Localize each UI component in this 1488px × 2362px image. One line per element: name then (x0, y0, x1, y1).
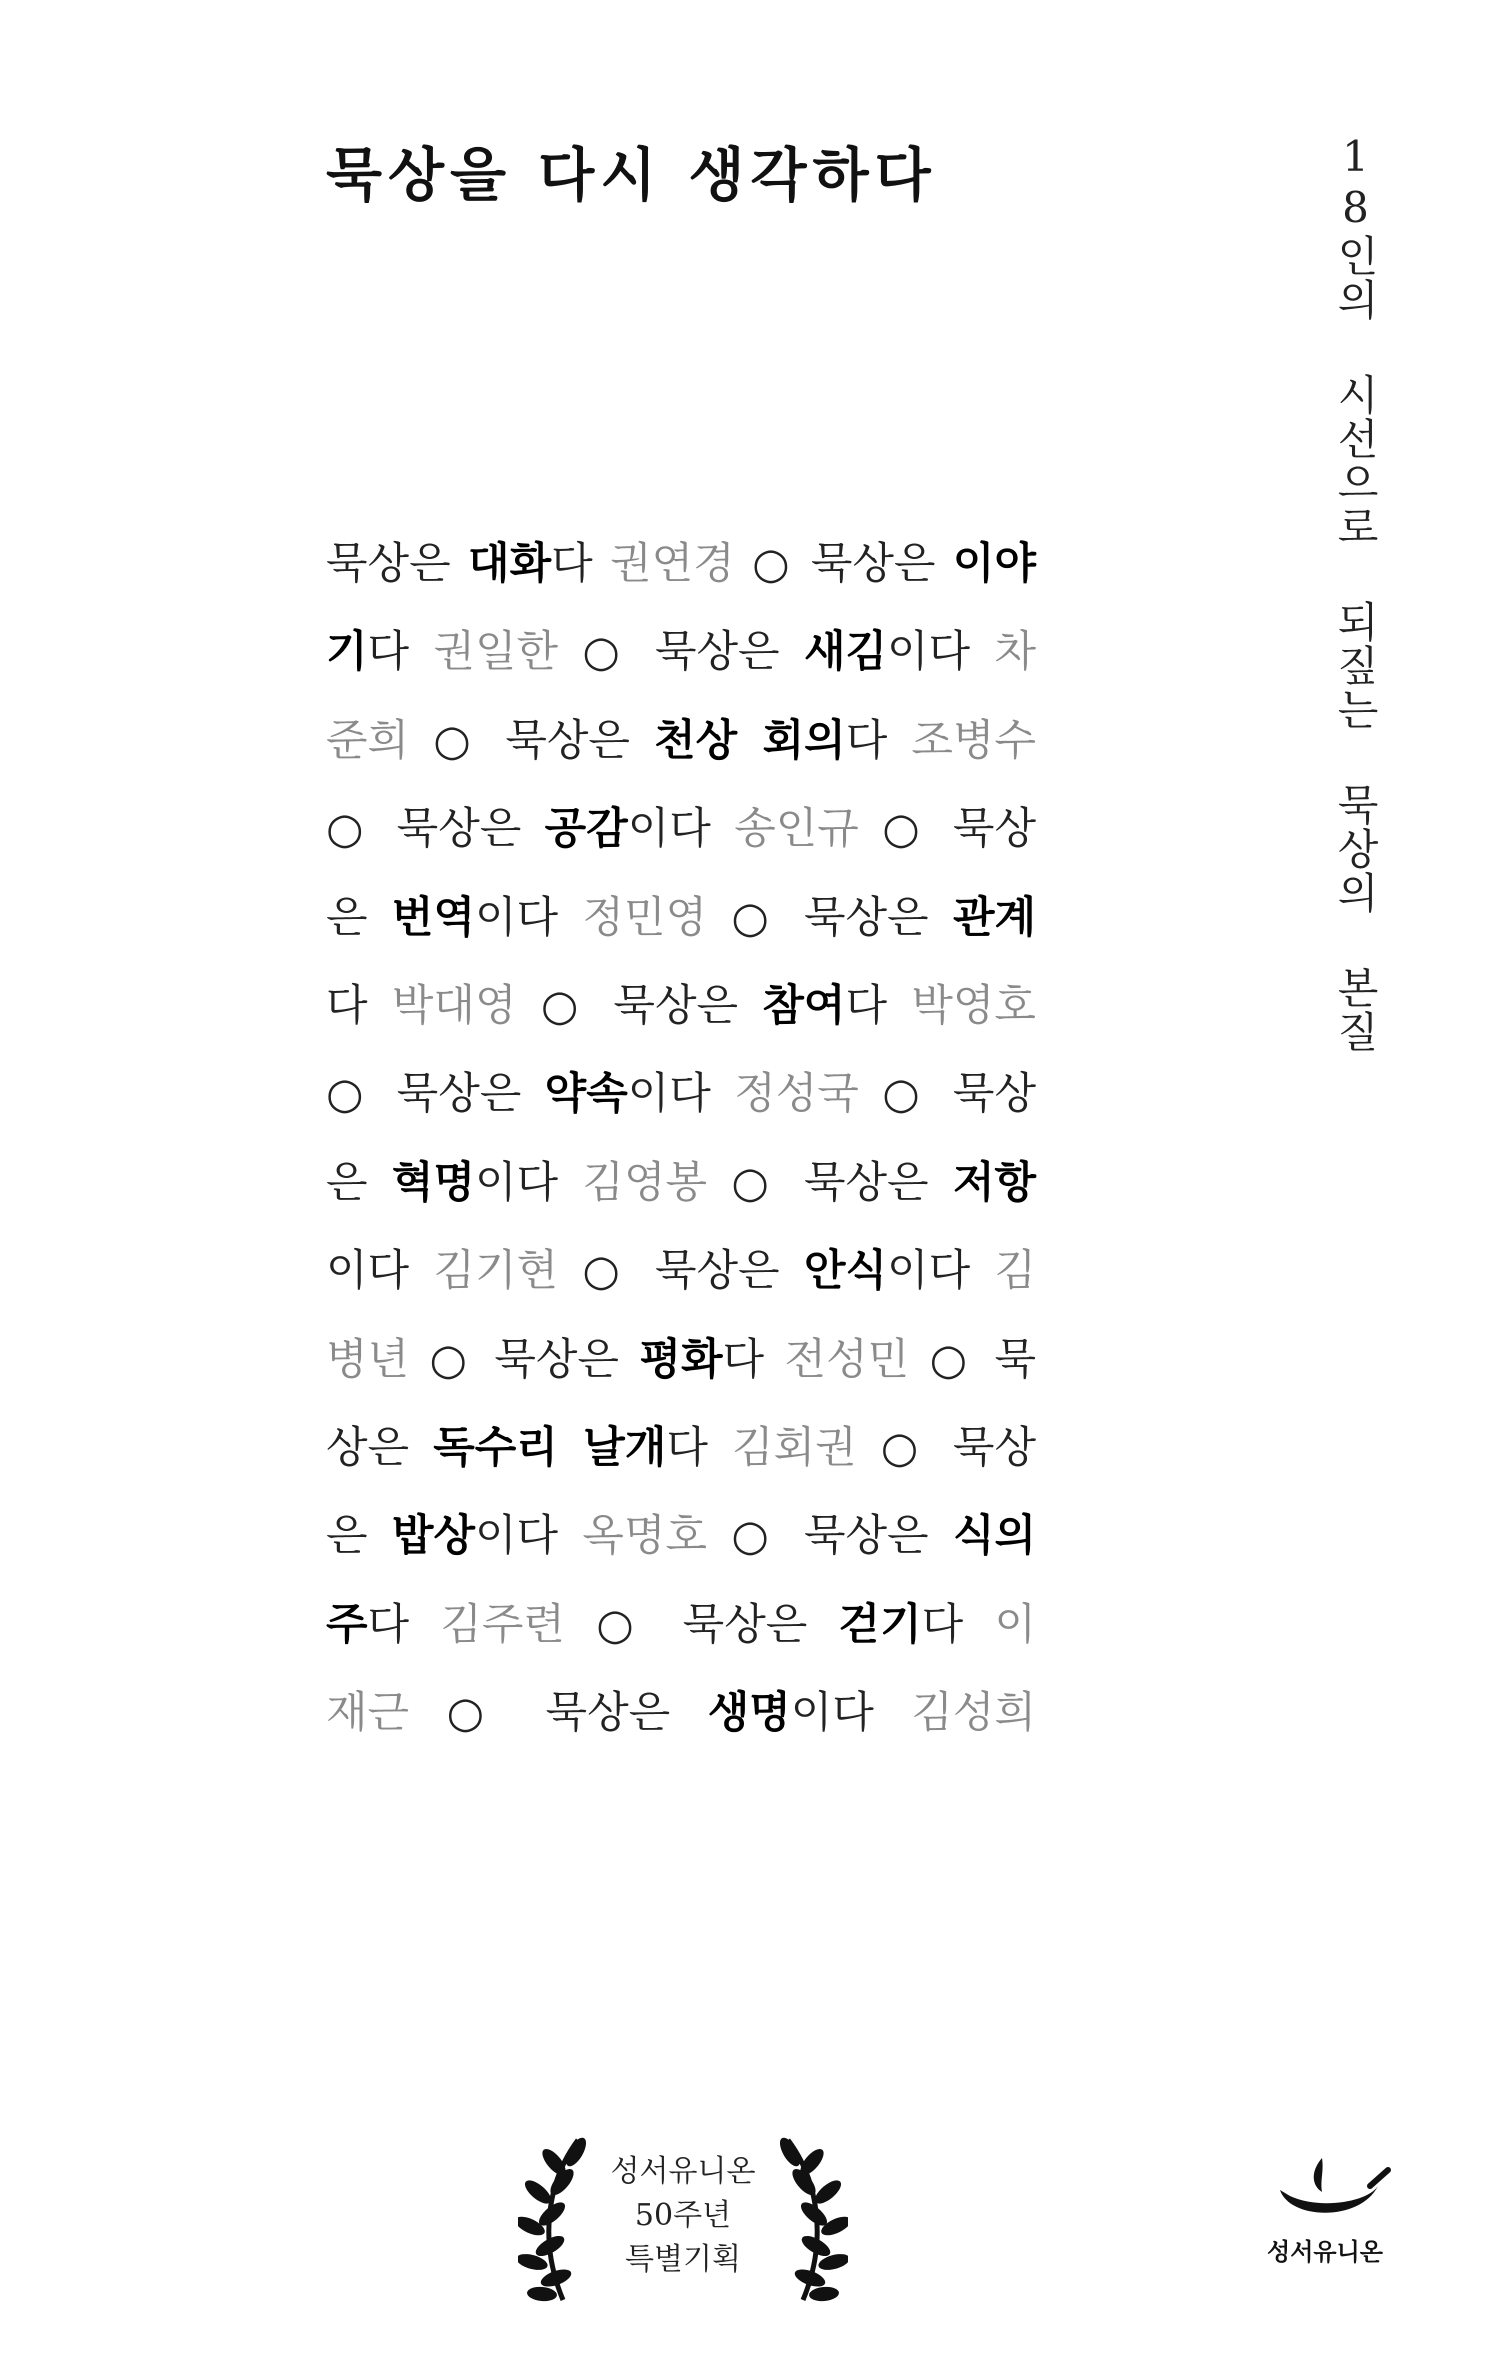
body-segment: 다 (666, 1423, 733, 1474)
body-segment: ○ 묵상은 (409, 1334, 640, 1385)
body-segment: 은 (326, 1511, 392, 1562)
body-segment: ○ 묵상은 (707, 892, 953, 943)
body-segment: 상은 (326, 1423, 434, 1474)
author-name: 김성희 (911, 1688, 1037, 1739)
body-segment: ○ 묵상은 (707, 1511, 953, 1562)
body-text-block (326, 520, 1036, 1758)
body-segment: 다 (367, 627, 434, 678)
author-name: 준희 (326, 715, 410, 766)
body-segment: 이다 (326, 1246, 434, 1297)
author-name: 옥명호 (582, 1511, 708, 1562)
body-segment: 이다 (887, 1246, 995, 1297)
body-segment: 이다 (790, 1688, 912, 1739)
author-name: 전성민 (784, 1334, 910, 1385)
lamp-icon (1250, 2150, 1400, 2230)
highlight-word: 참여 (762, 981, 846, 1032)
body-line (326, 1492, 1036, 1580)
body-line (326, 1316, 1036, 1404)
highlight-word: 기 (326, 627, 368, 678)
body-segment: ○ 묵상 (858, 804, 1036, 855)
body-segment: ○ 묵상은 (564, 1599, 839, 1650)
body-line (326, 1581, 1036, 1669)
body-line (326, 962, 1036, 1050)
body-segment: 이다 (627, 1069, 735, 1120)
body-line (326, 1139, 1036, 1227)
body-segment: 다 (722, 1334, 785, 1385)
author-name: 병년 (326, 1334, 410, 1385)
publisher-logo (1250, 2150, 1400, 2270)
body-segment: ○ 묵상은 (326, 804, 545, 855)
author-name: 정민영 (582, 892, 708, 943)
publisher-name: 성서유니온 (1267, 2238, 1383, 2266)
body-segment: 다 (326, 981, 392, 1032)
body-segment: 다 (551, 539, 611, 589)
body-segment: 이다 (474, 1157, 583, 1208)
highlight-word: 생명 (707, 1688, 791, 1739)
badge-line-1: 성서유니온 (610, 2154, 756, 2189)
book-subtitle: 18인의 시선으로 되짚는 묵상의 본질 (1331, 132, 1380, 1054)
highlight-word: 새김 (803, 627, 888, 678)
body-segment: ○ 묵상은 (558, 627, 804, 678)
anniversary-badge (518, 2130, 848, 2310)
highlight-word: 약속 (544, 1069, 628, 1120)
author-name: 이 (994, 1599, 1036, 1650)
body-segment: ○ 묵상은 (707, 1157, 953, 1208)
body-segment: ○ 묵상 (856, 1423, 1037, 1474)
body-line (326, 1227, 1036, 1315)
highlight-word: 공감 (544, 804, 628, 855)
author-name: 김회권 (732, 1423, 857, 1474)
highlight-word: 주 (326, 1599, 368, 1650)
body-line (326, 1669, 1036, 1757)
author-name: 정성국 (734, 1069, 859, 1120)
body-segment: ○ 묵 (909, 1334, 1036, 1385)
body-segment: 이다 (474, 1511, 583, 1562)
body-line (326, 520, 1036, 608)
highlight-word: 저항 (952, 1157, 1037, 1208)
highlight-word: 밥상 (391, 1511, 475, 1562)
body-segment: 이다 (887, 627, 995, 678)
body-segment: 이다 (627, 804, 735, 855)
author-name: 김 (994, 1246, 1037, 1297)
highlight-word: 독수리 날개 (433, 1423, 667, 1474)
body-line (326, 1404, 1036, 1492)
highlight-word: 이야 (952, 539, 1036, 589)
author-name: 차 (994, 627, 1036, 678)
body-line (326, 697, 1036, 785)
body-line (326, 785, 1036, 873)
body-segment: 다 (367, 1599, 441, 1650)
author-name: 권일한 (433, 627, 559, 678)
laurel-right-icon (768, 2130, 848, 2310)
body-segment: 이다 (474, 892, 583, 943)
body-line (326, 608, 1036, 696)
body-segment: ○ 묵상은 (734, 539, 953, 589)
highlight-word: 번역 (391, 892, 475, 943)
highlight-word: 걷기 (838, 1599, 922, 1650)
highlight-word: 안식 (803, 1246, 888, 1297)
body-segment: ○ 묵상은 (409, 1688, 708, 1739)
highlight-word: 대화 (468, 539, 552, 589)
body-line (326, 874, 1036, 962)
author-name: 박대영 (391, 981, 517, 1032)
body-segment: 묵상은 (326, 539, 469, 589)
body-segment: ○ 묵상은 (516, 981, 763, 1032)
author-name: 조병수 (911, 715, 1036, 766)
highlight-word: 식의 (952, 1511, 1037, 1562)
laurel-left-icon (518, 2130, 598, 2310)
body-segment: ○ 묵상은 (409, 715, 655, 766)
body-segment: 은 (326, 1157, 392, 1208)
badge-line-3: 특별기획 (625, 2242, 741, 2277)
body-segment: ○ 묵상 (858, 1069, 1036, 1120)
body-segment: ○ 묵상은 (326, 1069, 545, 1120)
author-name: 재근 (326, 1688, 410, 1739)
author-name: 김기현 (433, 1246, 559, 1297)
body-segment: 은 (326, 892, 392, 943)
author-name: 김주련 (440, 1599, 565, 1650)
highlight-word: 평화 (639, 1334, 723, 1385)
author-name: 권연경 (610, 539, 735, 589)
highlight-word: 천상 회의 (654, 715, 846, 766)
author-name: 송인규 (734, 804, 859, 855)
author-name: 박영호 (911, 981, 1036, 1032)
body-segment: 다 (845, 715, 912, 766)
badge-line-2: 50주년 (634, 2198, 732, 2233)
book-title: 묵상을 다시 생각하다 (326, 141, 937, 209)
author-name: 김영봉 (582, 1157, 708, 1208)
highlight-word: 관계 (952, 892, 1037, 943)
highlight-word: 혁명 (391, 1157, 475, 1208)
body-segment: ○ 묵상은 (558, 1246, 804, 1297)
body-line (326, 1050, 1036, 1138)
body-segment: 다 (921, 1599, 995, 1650)
body-segment: 다 (845, 981, 912, 1032)
